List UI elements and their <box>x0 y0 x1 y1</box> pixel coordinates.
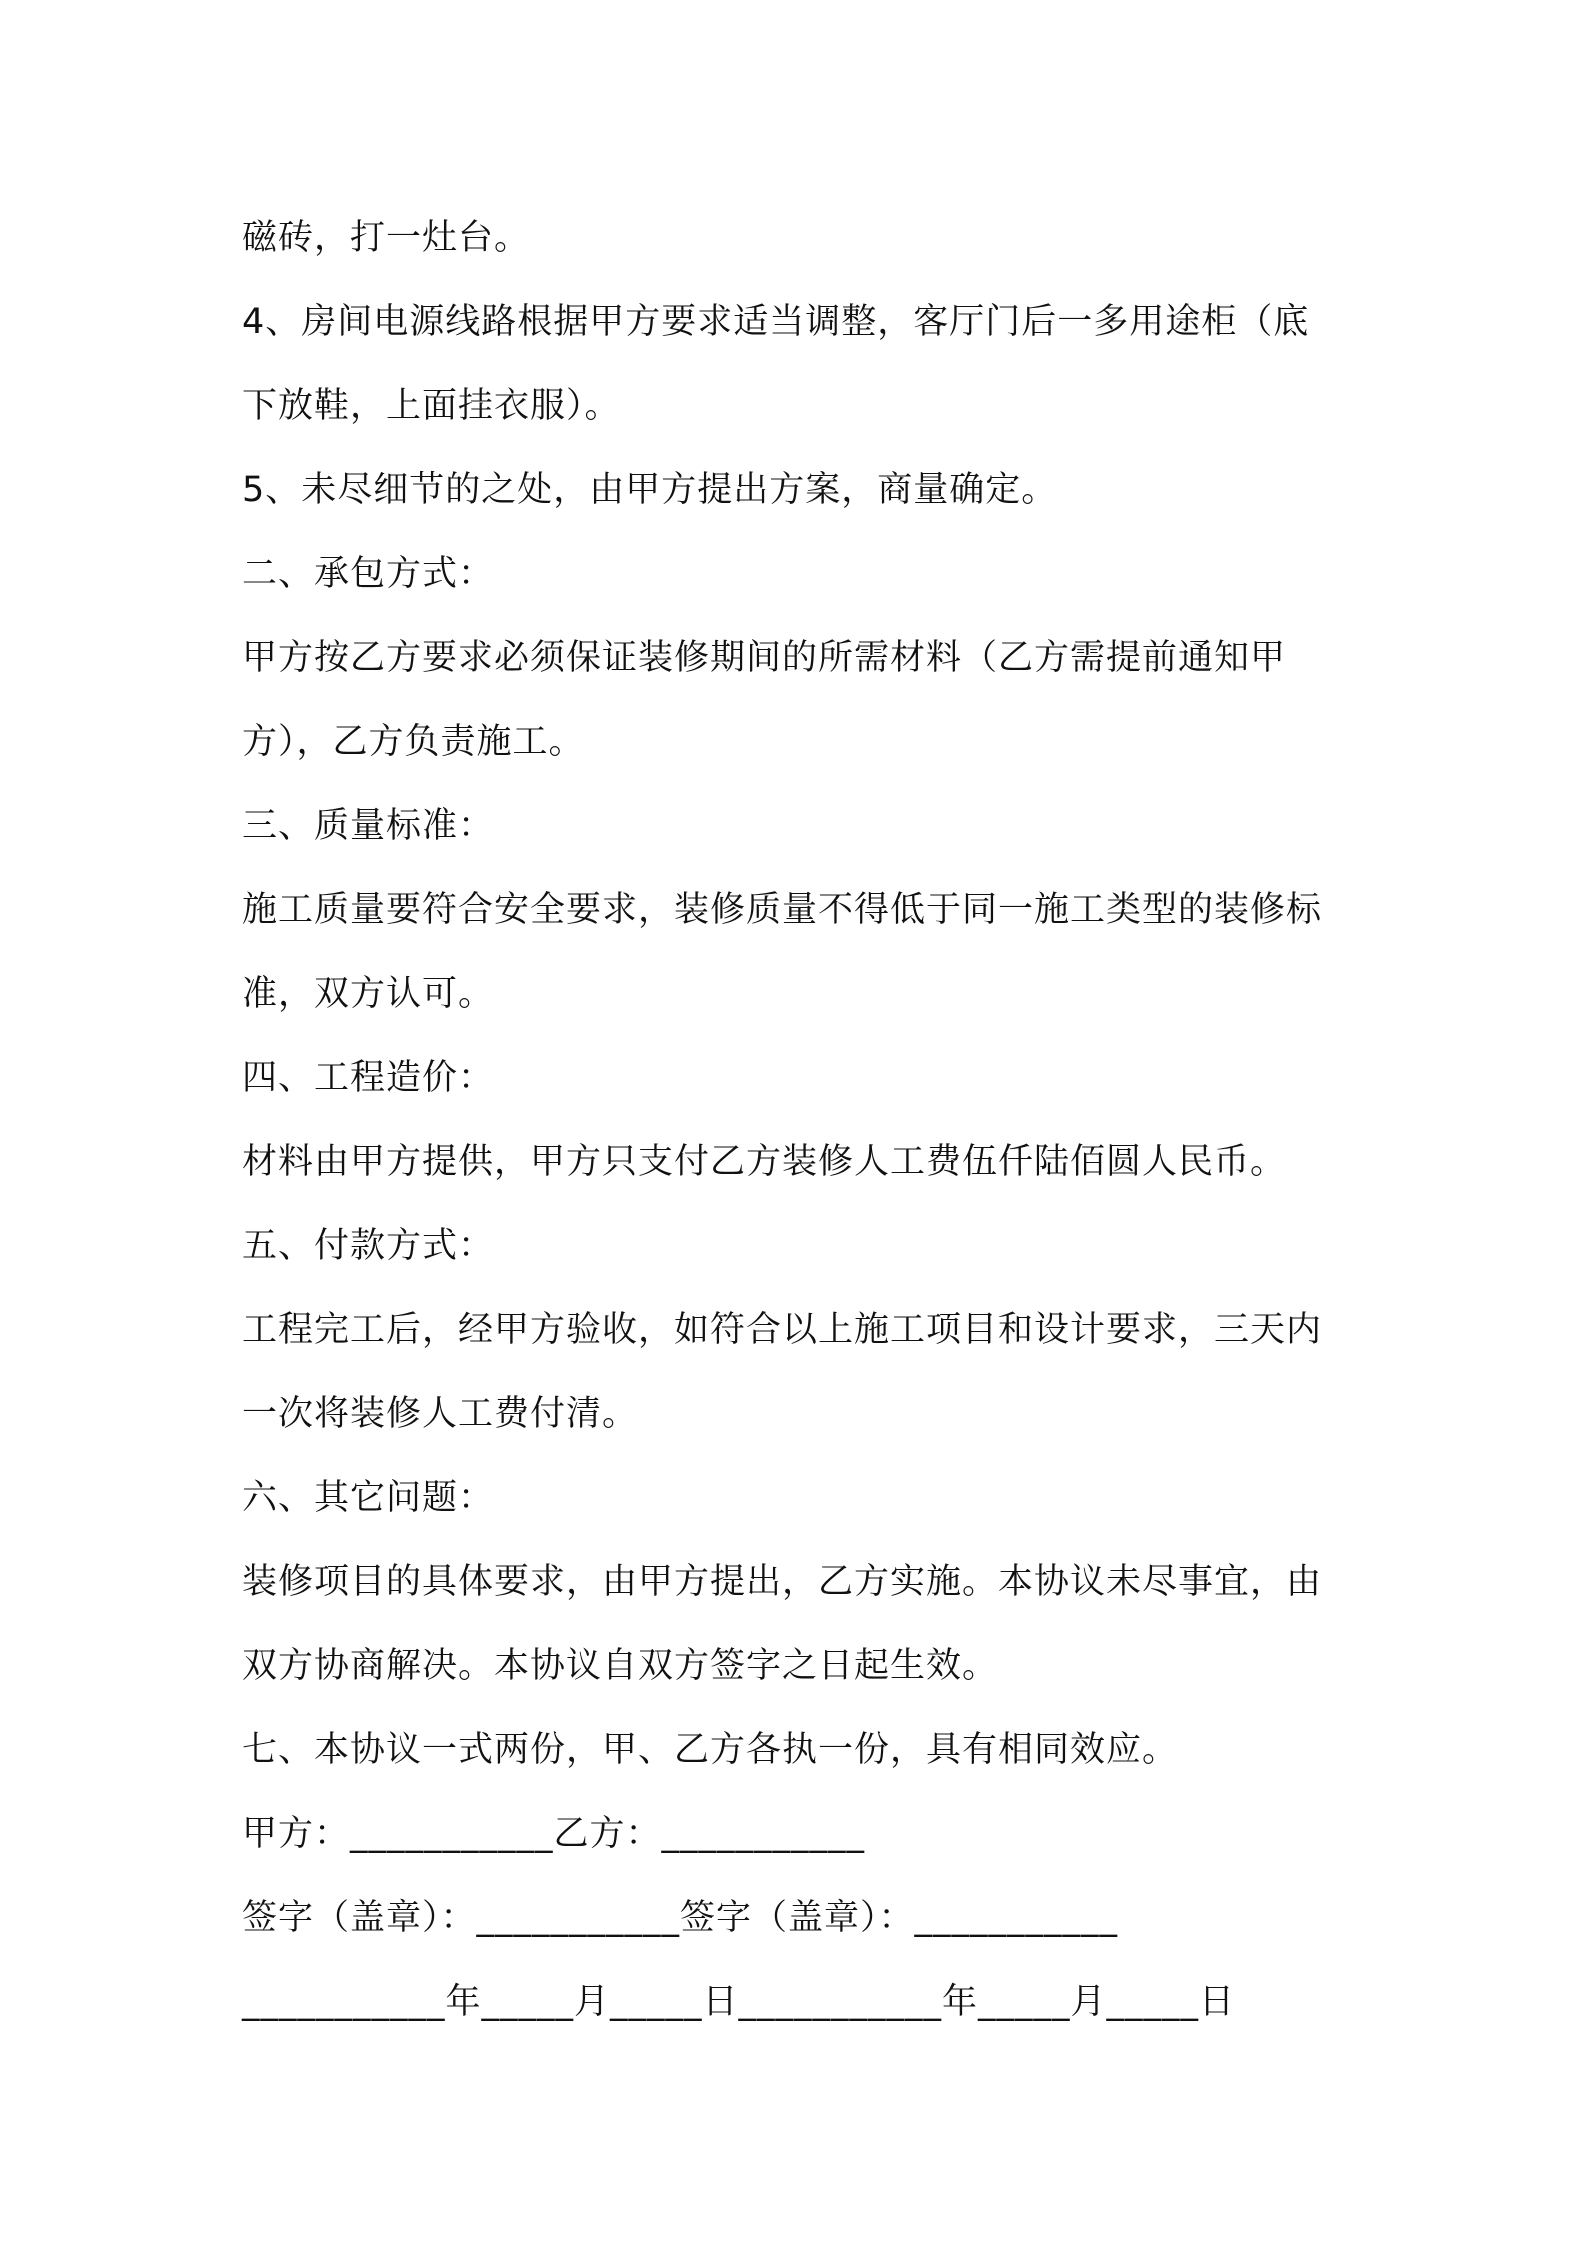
text-line: 甲方按乙方要求必须保证装修期间的所需材料（乙方需提前通知甲 <box>242 638 1287 678</box>
section-heading: 二、承包方式： <box>242 554 495 594</box>
signature-seal-line: 签字（盖章）：___________签字（盖章）：___________ <box>242 1898 1119 1938</box>
text-line: 七、本协议一式两份，甲、乙方各执一份，具有相同效应。 <box>242 1730 1179 1770</box>
section-heading: 五、付款方式： <box>242 1226 495 1266</box>
section-heading: 三、质量标准： <box>242 806 495 846</box>
text-line: 装修项目的具体要求，由甲方提出，乙方实施。本协议未尽事宜，由 <box>242 1562 1323 1602</box>
text-line: 工程完工后，经甲方验收，如符合以上施工项目和设计要求，三天内 <box>242 1310 1323 1350</box>
signature-parties-line: 甲方：___________乙方：___________ <box>242 1814 866 1854</box>
text-line: 双方协商解决。本协议自双方签字之日起生效。 <box>242 1646 999 1686</box>
text-line: 施工质量要符合安全要求，装修质量不得低于同一施工类型的装修标 <box>242 890 1323 930</box>
section-heading: 四、工程造价： <box>242 1058 495 1098</box>
signature-date-line: ___________年_____月_____日___________年_____月_____日 <box>242 1982 1236 2022</box>
text-line: 准，双方认可。 <box>242 974 495 1014</box>
text-line: 4、房间电源线路根据甲方要求适当调整，客厅门后一多用途柜（底 <box>242 302 1310 342</box>
text-line: 下放鞋，上面挂衣服）。 <box>242 386 621 426</box>
text-line: 磁砖，打一灶台。 <box>242 218 531 258</box>
section-heading: 六、其它问题： <box>242 1478 495 1518</box>
text-line: 方），乙方负责施工。 <box>242 722 585 762</box>
text-line: 一次将装修人工费付清。 <box>242 1394 639 1434</box>
text-line: 5、未尽细节的之处，由甲方提出方案，商量确定。 <box>242 470 1058 510</box>
document-body <box>242 196 1362 2044</box>
text-line: 材料由甲方提供，甲方只支付乙方装修人工费伍仟陆佰圆人民币。 <box>242 1142 1287 1182</box>
